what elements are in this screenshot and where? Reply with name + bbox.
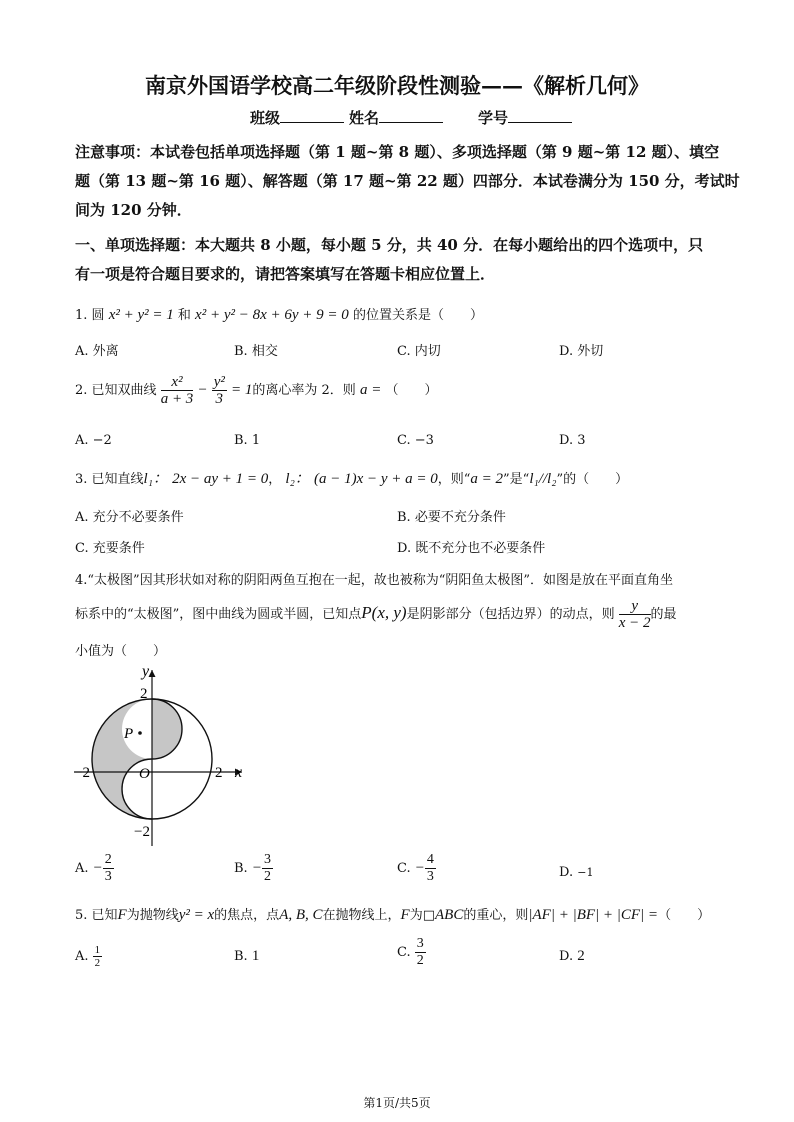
- q2-option-b[interactable]: B. 1: [234, 433, 261, 448]
- q1-suffix: 的位置关系是（ ）: [352, 308, 483, 323]
- q3-option-c[interactable]: C. 充要条件: [75, 541, 145, 556]
- q4-line-1: 4.“太极图”因其形状如对称的阴阳两鱼互抱在一起，故也被称为“阴阳鱼太极图”．如图是放在平面直角坐: [75, 573, 673, 588]
- q5-mid4: 为□: [409, 908, 436, 923]
- q4-option-b-fraction: $\frac{3}{2}$: [263, 852, 271, 884]
- name-label: 姓名: [349, 109, 380, 127]
- q5-option-b[interactable]: [234, 948, 259, 965]
- q4-option-a-label: A.: [75, 861, 89, 876]
- taiji-figure-detail: [70, 660, 260, 850]
- q4-option-c[interactable]: [397, 852, 436, 885]
- question-3: [75, 467, 628, 488]
- q5-mid1: 为抛物线: [126, 908, 179, 923]
- q4-option-d-value: −1: [577, 866, 594, 879]
- q3-option-a[interactable]: A. 充分不必要条件: [75, 510, 184, 525]
- question-2: [75, 374, 437, 407]
- q3-line-1-label: l₁：: [143, 471, 168, 487]
- name-blank: [379, 108, 443, 123]
- section-heading-line-2: 有一项是符合题目要求的，请把答案填写在答题卡相应位置上．: [75, 265, 496, 283]
- q5-option-a-label: A.: [75, 949, 89, 964]
- q2-mid: 的离心率为 2．则: [252, 383, 356, 398]
- q4-point: P(x, y): [361, 603, 407, 622]
- q2-option-c[interactable]: C. −3: [397, 433, 434, 448]
- q4-option-c-sign: −: [414, 860, 425, 876]
- q3-mid: ，则“: [437, 472, 471, 487]
- class-label: 班级: [250, 109, 281, 127]
- q4-line-2-mid: 是阴影部分（包括边界）的动点，则: [406, 607, 615, 622]
- q4-option-c-label: C.: [397, 861, 411, 876]
- q5-focus: F: [117, 907, 127, 923]
- q5-option-d[interactable]: [559, 948, 585, 965]
- tick-left: −2: [74, 765, 90, 781]
- q2-equals: = 1: [231, 382, 253, 398]
- q5-option-a-fraction: $\frac{1}{2}$: [94, 944, 101, 969]
- q5-points: A, B, C: [279, 907, 323, 923]
- student-id-blank: [508, 108, 572, 123]
- q5-option-d-label: D.: [559, 949, 574, 964]
- tick-right: 2: [215, 765, 223, 781]
- q3-option-b[interactable]: B. 必要不充分条件: [397, 510, 506, 525]
- q3-separator: ，: [268, 472, 282, 487]
- q2-fraction-2: $\frac{\text{y²}}{3}$: [213, 374, 225, 407]
- q5-option-a[interactable]: [75, 944, 102, 969]
- q5-mid3: 在抛物线上，: [322, 908, 401, 923]
- q1-prefix: 1. 圆: [75, 308, 105, 323]
- q2-option-d[interactable]: D. 3: [559, 433, 586, 448]
- tick-top: 2: [140, 686, 148, 702]
- q1-option-b[interactable]: B. 相交: [234, 344, 278, 359]
- q5-mid2: 的焦点，点: [214, 908, 280, 923]
- class-field: [250, 107, 344, 128]
- q4-option-b-sign: −: [251, 860, 262, 876]
- q4-option-a-fraction: $\frac{2}{3}$: [104, 852, 112, 884]
- q1-equation-1: x² + y² = 1: [108, 307, 174, 323]
- q1-mid: 和: [177, 308, 191, 323]
- q5-option-b-value: 1: [251, 948, 260, 964]
- q5-option-c-label: C.: [397, 945, 411, 960]
- q3-parallel: l₁//l₂: [529, 471, 557, 487]
- q5-suffix: （ ）: [658, 908, 711, 923]
- notice-line-3: 间为 120 分钟．: [75, 201, 192, 219]
- q1-option-c[interactable]: C. 内切: [397, 344, 441, 359]
- y-axis-label: y: [142, 663, 150, 680]
- name-field: [349, 107, 443, 128]
- q3-mid2: ”是“: [503, 472, 530, 487]
- q3-condition: a = 2: [470, 471, 504, 487]
- q5-option-b-label: B.: [234, 949, 248, 964]
- notice-line-1: 注意事项：本试卷包括单项选择题（第 1 题~第 8 题）、多项选择题（第 9 题~第 12 题）、填空: [75, 143, 720, 161]
- q5-focus-2: F: [400, 907, 410, 923]
- q1-equation-2: x² + y² − 8x + 6y + 9 = 0: [195, 307, 349, 323]
- q5-option-c-fraction: $\frac{3}{2}$: [416, 936, 424, 968]
- q5-prefix: 5. 已知: [75, 908, 118, 923]
- x-axis-label: x: [235, 764, 243, 781]
- q2-minus: −: [197, 382, 208, 398]
- q3-suffix: ”的（ ）: [556, 472, 629, 487]
- q3-prefix: 3. 已知直线: [75, 472, 144, 487]
- q5-parabola: y² = x: [178, 907, 215, 923]
- q4-line-3: 小值为（ ）: [75, 644, 167, 659]
- q2-option-a[interactable]: A. −2: [75, 433, 112, 448]
- point-p-label: P: [124, 726, 134, 742]
- q1-option-d[interactable]: D. 外切: [559, 344, 604, 359]
- q4-option-a[interactable]: [75, 852, 114, 885]
- q2-variable: a =: [359, 382, 382, 398]
- page-footer: 第1页/共5页: [363, 1096, 431, 1110]
- q2-fraction-1: $\frac{\text{x²}}{a + 3}$: [160, 374, 194, 407]
- q4-option-b[interactable]: [234, 852, 273, 885]
- question-5: [75, 904, 710, 924]
- q2-prefix: 2. 已知双曲线: [75, 383, 157, 398]
- q5-option-c[interactable]: [397, 936, 426, 969]
- q3-option-d[interactable]: D. 既不充分也不必要条件: [397, 541, 546, 556]
- q4-fraction: $\frac{y}{x - 2}$: [618, 598, 651, 631]
- point-p-dot: [138, 731, 142, 735]
- q3-line-2-label: l₂：: [285, 471, 310, 487]
- student-id-label: 学号: [478, 109, 509, 127]
- q5-expression: |AF| + |BF| + |CF| =: [528, 907, 659, 923]
- q3-equation-1: 2x − ay + 1 = 0: [172, 471, 269, 487]
- q4-option-a-sign: −: [92, 860, 103, 876]
- page-title: 南京外国语学校高二年级阶段性测验——《解析几何》: [145, 73, 649, 98]
- q4-option-d-label: D.: [559, 865, 574, 880]
- q4-option-b-label: B.: [234, 861, 248, 876]
- q4-option-d[interactable]: [559, 865, 593, 880]
- class-blank: [280, 108, 344, 123]
- q4-option-c-fraction: $\frac{4}{3}$: [426, 852, 434, 884]
- tick-bottom: −2: [134, 824, 150, 840]
- q4-line-2: [75, 598, 677, 631]
- q4-line-2-pre: 标系中的“太极图”，图中曲线为圆或半圆，已知点: [75, 607, 362, 622]
- notice-line-2: 题（第 13 题~第 16 题）、解答题（第 17 题~第 22 题）四部分．本试卷满分为 150 分，考试时: [75, 172, 740, 190]
- q4-line-2-suffix: 的最: [650, 607, 677, 622]
- question-1: [75, 304, 483, 324]
- student-id-field: [478, 107, 572, 128]
- q1-option-a[interactable]: A. 外离: [75, 344, 119, 359]
- q5-mid5: 的重心，则: [463, 908, 529, 923]
- section-heading-line-1: 一、单项选择题：本大题共 8 小题，每小题 5 分，共 40 分．在每小题给出的四个选项中，只: [75, 236, 704, 254]
- q5-triangle: ABC: [435, 907, 464, 923]
- q5-option-d-value: 2: [577, 948, 585, 964]
- q2-suffix: （ ）: [385, 383, 438, 398]
- origin-label: O: [139, 766, 150, 782]
- q3-equation-2: (a − 1)x − y + a = 0: [313, 471, 438, 487]
